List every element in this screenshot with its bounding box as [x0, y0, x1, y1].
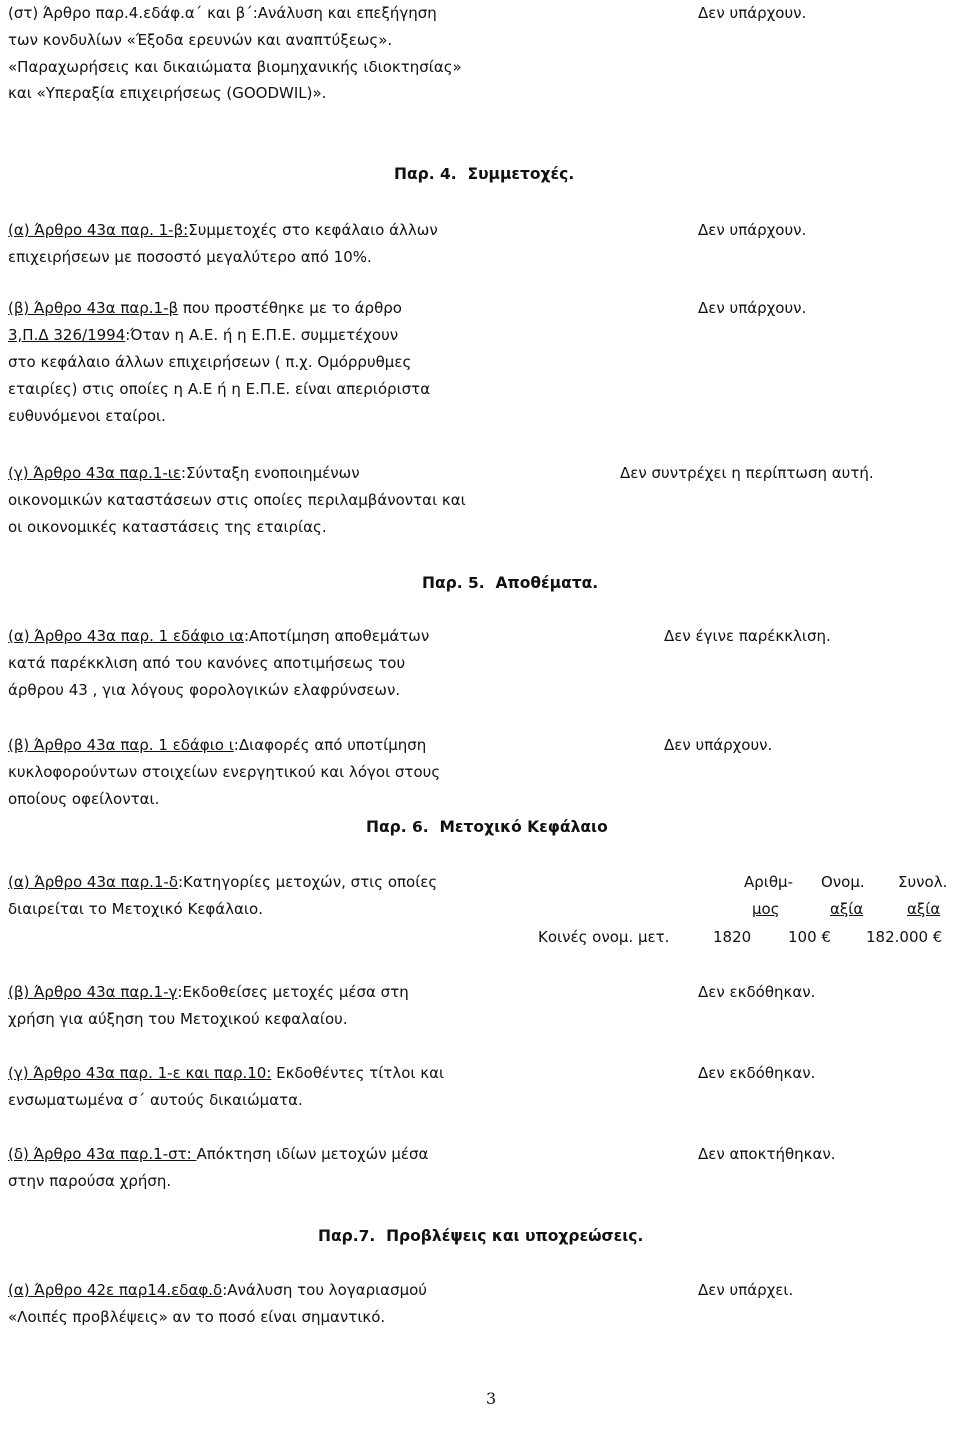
- par4-c-line-2: οικονομικών καταστάσεων στις οποίες περιλαμβάνονται και: [8, 491, 466, 509]
- par5-heading-num: Παρ. 5.: [422, 574, 485, 592]
- par5-a-ref: (α) Άρθρο 43α παρ. 1 εδάφιο ια: [8, 627, 244, 645]
- page-number: 3: [486, 1389, 497, 1408]
- table-head-total: Συνολ.: [898, 873, 948, 891]
- par6-a-ref: (α) Άρθρο 43α παρ.1-δ: [8, 873, 178, 891]
- par5-a-line-2: κατά παρέκκλιση από του κανόνες αποτιμήσεως του: [8, 654, 406, 672]
- par7-heading: [318, 1225, 643, 1247]
- par5-b-answer: Δεν υπάρχουν.: [664, 736, 773, 754]
- par4-c-line-1: [8, 462, 520, 484]
- par7-a-line-1: [8, 1279, 520, 1301]
- par6-c-line-1: [8, 1062, 520, 1084]
- table-head-total-2: αξία: [907, 900, 941, 918]
- table-row-count: 1820: [713, 928, 752, 946]
- table-row-total: 182.000 €: [866, 928, 943, 946]
- table-row-label: Κοινές ονομ. μετ.: [538, 928, 670, 946]
- par4-a-ref: (α) Άρθρο 43α παρ. 1-β:: [8, 221, 189, 239]
- par6-c-l1-text: Εκδοθέντες τίτλοι και: [271, 1064, 445, 1082]
- par5-b-line-1: [8, 734, 520, 756]
- par4-b-line-5: ευθυνόμενοι εταίροι.: [8, 407, 166, 425]
- par6-a-l1-text: :Κατηγορίες μετοχών, στις οποίες: [178, 873, 438, 891]
- table-head-count: Αριθμ-: [744, 873, 793, 891]
- par6-d-ref: (δ) Άρθρο 43α παρ.1-στ:: [8, 1145, 197, 1163]
- par5-b-ref: (β) Άρθρο 43α παρ. 1 εδάφιο ι: [8, 736, 234, 754]
- par6-heading-title: Μετοχικό Κεφάλαιο: [439, 818, 608, 836]
- par4-heading: [394, 163, 574, 185]
- par4-b-ref: (β) Άρθρο 43α παρ.1-β: [8, 299, 179, 317]
- par6-heading: [366, 816, 608, 838]
- par4-c-answer: Δεν συντρέχει η περίπτωση αυτή.: [620, 464, 874, 482]
- sec-st-line-4: και «Υπεραξία επιχειρήσεως (GOODWIL)».: [8, 84, 327, 102]
- par4-b-line-1: [8, 297, 520, 319]
- par6-c-line-2: ενσωματωμένα σ΄ αυτούς δικαιώματα.: [8, 1091, 303, 1109]
- sec-st-line-3: «Παραχωρήσεις και δικαιώματα βιομηχανικής ιδιοκτησίας»: [8, 58, 462, 76]
- par4-b-line-2: [8, 324, 520, 346]
- par6-b-ref: (β) Άρθρο 43α παρ.1-γ: [8, 983, 178, 1001]
- par4-b-l1-text: που προστέθηκε με το άρθρο: [178, 299, 402, 317]
- par7-a-l1-text: :Ανάλυση του λογαριασμού: [222, 1281, 427, 1299]
- par7-a-ref: (α) Άρθρο 42ε παρ14.εδαφ.δ: [8, 1281, 223, 1299]
- table-head-nominal-2: αξία: [830, 900, 864, 918]
- par4-a-line-2: επιχειρήσεων με ποσοστό μεγαλύτερο από 10%.: [8, 248, 372, 266]
- par6-d-l1-text: Απόκτηση ιδίων μετοχών μέσα: [196, 1145, 429, 1163]
- par7-a-answer: Δεν υπάρχει.: [698, 1281, 794, 1299]
- par4-b-line-3: στο κεφάλαιο άλλων επιχειρήσεων ( π.χ. Ομόρρυθμες: [8, 353, 412, 371]
- par4-c-l1-text: :Σύνταξη ενοποιημένων: [181, 464, 360, 482]
- par6-b-answer: Δεν εκδόθηκαν.: [698, 983, 816, 1001]
- par6-d-answer: Δεν αποκτήθηκαν.: [698, 1145, 836, 1163]
- par4-heading-title: Συμμετοχές.: [467, 165, 575, 183]
- sec-st-answer: Δεν υπάρχουν.: [698, 4, 807, 22]
- table-head-nominal: Ονομ.: [821, 873, 865, 891]
- par7-a-line-2: «Λοιπές προβλέψεις» αν το ποσό είναι σημαντικό.: [8, 1308, 386, 1326]
- table-head-count-2: μος: [752, 900, 780, 918]
- par5-a-l1-text: :Αποτίμηση αποθεμάτων: [244, 627, 430, 645]
- par4-a-answer: Δεν υπάρχουν.: [698, 221, 807, 239]
- par4-a-line-1: [8, 219, 520, 241]
- par4-b-answer: Δεν υπάρχουν.: [698, 299, 807, 317]
- par4-b-ref-2: 3,Π.Δ 326/1994: [8, 326, 126, 344]
- sec-st-line-2: των κονδυλίων «Έξοδα ερευνών και αναπτύξεως».: [8, 31, 393, 49]
- par4-heading-num: Παρ. 4.: [394, 165, 457, 183]
- par6-a-line-2: διαιρείται το Μετοχικό Κεφάλαιο.: [8, 900, 263, 918]
- par5-b-line-3: οποίους οφείλονται.: [8, 790, 160, 808]
- par5-a-line-3: άρθρου 43 , για λόγους φορολογικών ελαφρύνσεων.: [8, 681, 401, 699]
- par4-c-ref: (γ) Άρθρο 43α παρ.1-ιε: [8, 464, 181, 482]
- table-row-nominal: 100 €: [788, 928, 831, 946]
- par6-a-line-1: [8, 871, 520, 893]
- par5-b-l1-text: :Διαφορές από υποτίμηση: [233, 736, 427, 754]
- par4-c-line-3: οι οικονομικές καταστάσεις της εταιρίας.: [8, 518, 327, 536]
- par6-b-l1-text: :Εκδοθείσες μετοχές μέσα στη: [177, 983, 409, 1001]
- par7-heading-num: Παρ.7.: [318, 1227, 376, 1245]
- par6-c-ref: (γ) Άρθρο 43α παρ. 1-ε και παρ.10:: [8, 1064, 272, 1082]
- par6-b-line-1: [8, 981, 520, 1003]
- par6-d-line-2: στην παρούσα χρήση.: [8, 1172, 172, 1190]
- par5-heading: [422, 572, 598, 594]
- par6-b-line-2: χρήση για αύξηση του Μετοχικού κεφαλαίου.: [8, 1010, 348, 1028]
- sec-st-line-1: (στ) Άρθρο παρ.4.εδάφ.α΄ και β΄:Ανάλυση και επεξήγηση: [8, 4, 437, 22]
- par4-b-l2-text: :Όταν η Α.Ε. ή η Ε.Π.Ε. συμμετέχουν: [125, 326, 399, 344]
- par5-b-line-2: κυκλοφορούντων στοιχείων ενεργητικού και λόγοι στους: [8, 763, 441, 781]
- par5-a-line-1: [8, 625, 520, 647]
- par7-heading-title: Προβλέψεις και υποχρεώσεις.: [386, 1227, 644, 1245]
- par6-d-line-1: [8, 1143, 520, 1165]
- par4-b-line-4: εταιρίες) στις οποίες η Α.Ε ή η Ε.Π.Ε. είναι απεριόριστα: [8, 380, 431, 398]
- par5-a-answer: Δεν έγινε παρέκκλιση.: [664, 627, 831, 645]
- par6-heading-num: Παρ. 6.: [366, 818, 429, 836]
- par6-c-answer: Δεν εκδόθηκαν.: [698, 1064, 816, 1082]
- par5-heading-title: Αποθέματα.: [495, 574, 599, 592]
- par4-a-l1-text: Συμμετοχές στο κεφάλαιο άλλων: [188, 221, 438, 239]
